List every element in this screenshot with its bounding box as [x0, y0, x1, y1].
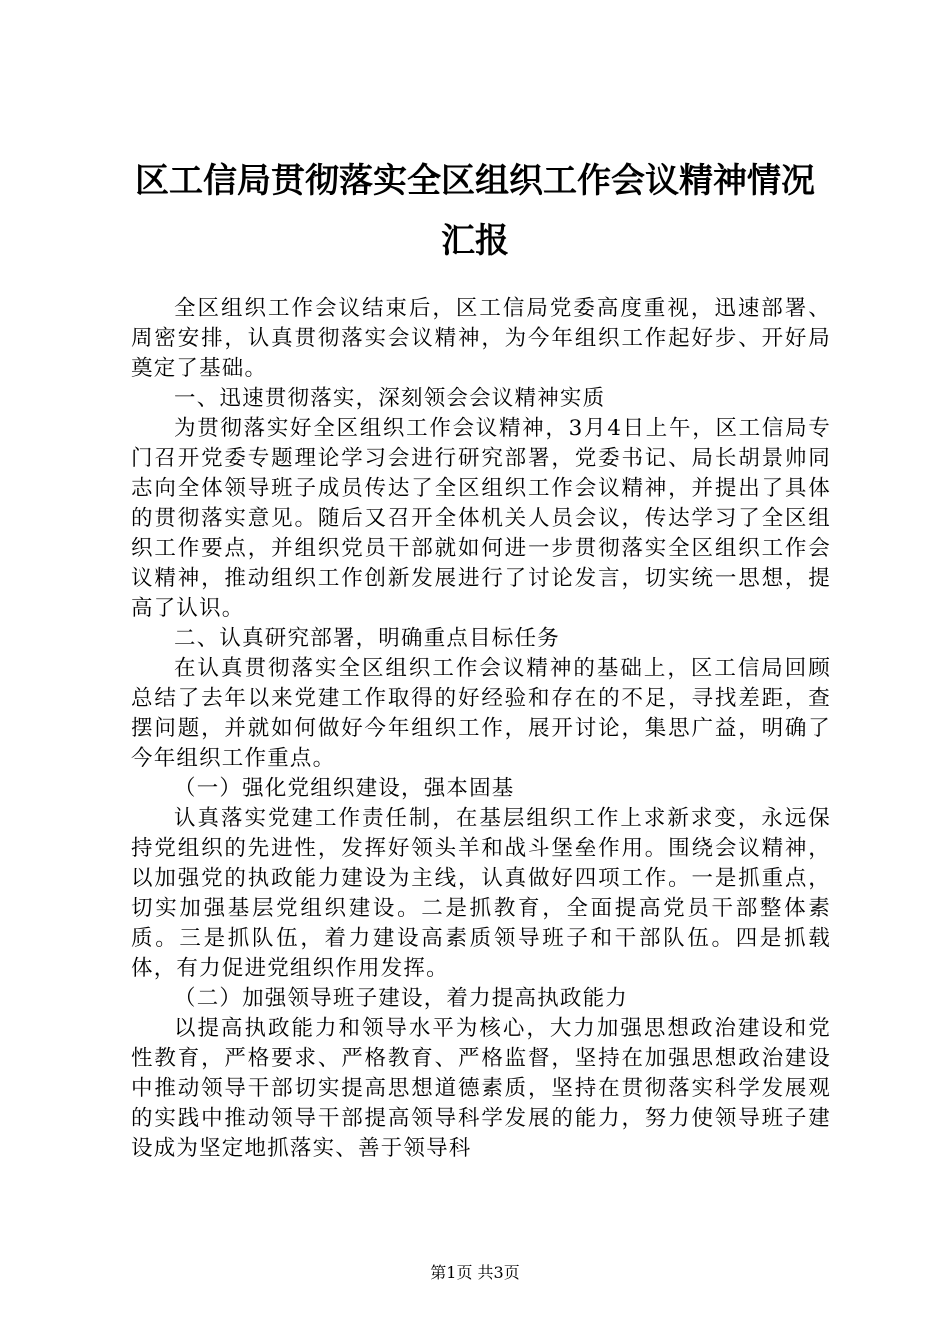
paragraph: 认真落实党建工作责任制，在基层组织工作上求新求变，永远保持党组织的先进性，发挥好领头羊和战斗堡垒作用。围绕会议精神，以加强党的执政能力建设为主线，认真做好四项工作。一是抓重点，切实加强基层党组织建设。二是抓教育，全面提高党员干部整体素质。三是抓队伍，着力建设高素质领导班子和干部队伍。四是抓载体，有力促进党组织作用发挥。	[131, 806, 831, 981]
paragraph: 以提高执政能力和领导水平为核心，大力加强思想政治建设和党性教育，严格要求、严格教育、严格监督，坚持在加强思想政治建设中推动领导干部切实提高思想道德素质，坚持在贯彻落实科学发展观的实践中推动领导干部提高领导科学发展的能力，努力使领导班子建设成为坚定地抓落实、善于领导科	[131, 1016, 831, 1161]
document-body	[131, 294, 831, 1164]
subsection-heading-1: （一）强化党组织建设，强本固基	[174, 776, 515, 801]
page-number-footer: 第1页 共3页	[430, 1263, 520, 1282]
document-title-line-2: 汇报	[441, 221, 509, 261]
section-heading-1: 一、迅速贯彻落实，深刻领会会议精神实质	[174, 386, 606, 411]
subsection-heading-2: （二）加强领导班子建设，着力提高执政能力	[174, 986, 629, 1011]
paragraph-intro: 全区组织工作会议结束后，区工信局党委高度重视，迅速部署、周密安排，认真贯彻落实会议精神，为今年组织工作起好步、开好局奠定了基础。	[131, 296, 831, 381]
paragraph: 为贯彻落实好全区组织工作会议精神，3月4日上午，区工信局专门召开党委专题理论学习会进行研究部署，党委书记、局长胡景帅同志向全体领导班子成员传达了全区组织工作会议精神，并提出了具体的贯彻落实意见。随后又召开全体机关人员会议，传达学习了全区组织工作要点，并组织党员干部就如何进一步贯彻落实全区组织工作会议精神，推动组织工作创新发展进行了讨论发言，切实统一思想，提高了认识。	[131, 416, 831, 621]
paragraph: 在认真贯彻落实全区组织工作会议精神的基础上，区工信局回顾总结了去年以来党建工作取得的好经验和存在的不足，寻找差距，查摆问题，并就如何做好今年组织工作，展开讨论，集思广益，明确了今年组织工作重点。	[131, 656, 831, 771]
document-title-line-1: 区工信局贯彻落实全区组织工作会议精神情况	[135, 161, 815, 201]
section-heading-2: 二、认真研究部署，明确重点目标任务	[174, 626, 560, 651]
